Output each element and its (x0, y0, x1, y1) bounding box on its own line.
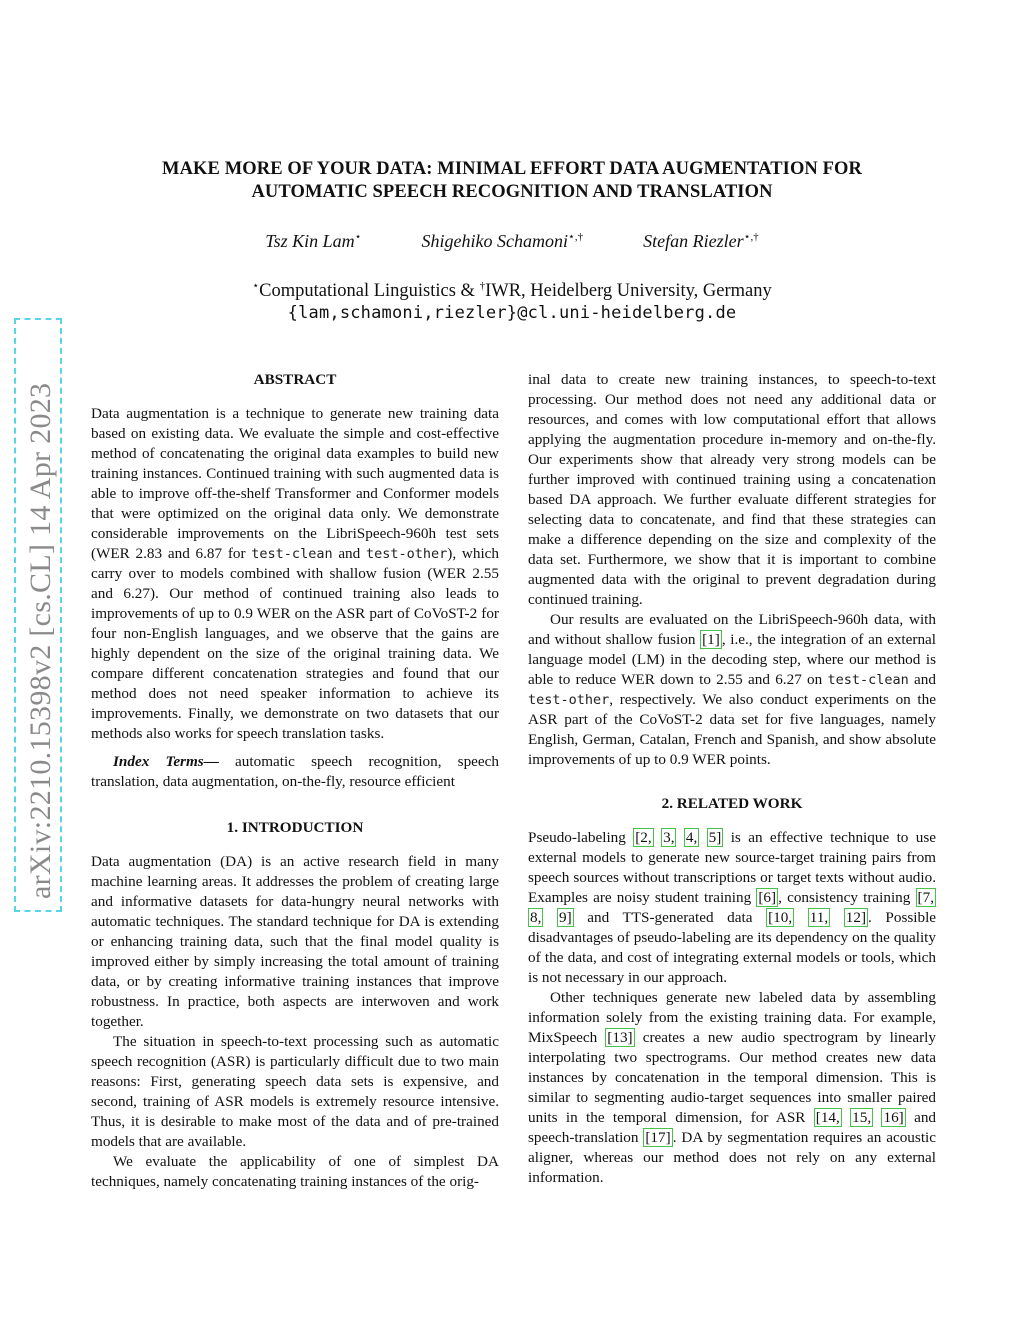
abstract-heading: ABSTRACT (253, 371, 337, 388)
index-terms-label: Index Terms— (113, 753, 219, 770)
title-line-2: AUTOMATIC SPEECH RECOGNITION AND TRANSLATION (251, 182, 773, 202)
citation-link[interactable]: 5] (708, 829, 722, 846)
author-name: Tsz Kin Lam (265, 231, 355, 251)
intro-paragraph-3: We evaluate the applicability of one of simplest DA techniques, namely concatenating training instances of the orig- (91, 1153, 499, 1190)
citation-link[interactable]: 15, (852, 1109, 872, 1126)
affil-mark: ⋆ (252, 280, 260, 292)
intro-paragraph-2: The situation in speech-to-text processing such as automatic speech recognition (ASR) is particularly difficult due to two main reasons: First, generating speech data sets is expensive, and second, training of ASR models is extremely resource intensive. Thus, it is desirable to make most of the data and of pre-trained models that are available. (91, 1033, 499, 1150)
author-mark: ⋆,† (568, 231, 584, 243)
citation-link[interactable]: [10, (768, 909, 793, 926)
citation-link[interactable]: [6] (758, 889, 777, 906)
intro-paragraph-3-continued: inal data to create new training instances, to speech-to-text processing. Our method does not need any additional data or resources, and comes with low computational effort that allows applying the augmentation procedure in-memory and on-the-fly. Our experiments show that already very strong models can be further improved with continued training using a concatenation based DA approach. We further evaluate different strategies for selecting data to concatenate, and find that these strategies can make a difference depending on the size and complexity of the data set. Furthermore, we show that it is important to combine augmented data with the original to prevent degradation during continued training. (528, 371, 936, 608)
abstract-text-part: and (332, 545, 366, 562)
citation-link[interactable]: 12] (845, 909, 867, 926)
author-name: Stefan Riezler (643, 231, 744, 251)
affil-mark: † (479, 280, 486, 292)
text-part: and (908, 671, 936, 688)
citation-link[interactable]: 3, (663, 829, 675, 846)
index-terms-text: automatic speech recognition, speech translation, data augmentation, on-the-fly, resource efficient (91, 753, 499, 790)
text-part: is an effective technique to use external models to generate new source-target training pairs from speech sources without transcriptions or target texts without audio. Examples are noisy student training (528, 829, 937, 906)
index-terms (91, 752, 499, 792)
author-1 (265, 230, 361, 252)
text-part: , i.e., the integration of an external language model (LM) in the decoding step, where our method is able to reduce WER down to 2.55 and 6.27 on (528, 631, 936, 688)
citation-link[interactable]: 4, (685, 829, 698, 846)
code-test-other: test-other (528, 692, 610, 708)
text-part: and speech-translation (528, 1109, 937, 1146)
author-2 (422, 230, 584, 252)
author-email: {lam,schamoni,riezler}@cl.uni-heidelberg.de (287, 303, 737, 323)
intro-paragraph-4 (528, 610, 936, 770)
text-part: Our results are evaluated on the LibriSpeech-960h data, with and without shallow fusion (528, 611, 936, 648)
abstract-text-part: Data augmentation is a technique to generate new training data based on existing data. We evaluate the simple and cost-effective method of concatenating the original data examples to build new training instances. Continued training with such augmented data is able to improve off-the-shelf Transformer and Conformer models that were optimized on the original data only. We demonstrate considerable improvements on the LibriSpeech-960h test sets (WER 2.83 and 6.87 for (91, 405, 499, 562)
text-part: and TTS-generated data (573, 909, 767, 926)
author-mark: ⋆ (354, 231, 362, 243)
citation-link[interactable]: 16] (883, 1109, 904, 1126)
related-paragraph-2 (528, 988, 936, 1188)
left-column (91, 370, 499, 1192)
paper-title (90, 158, 934, 204)
text-part: Pseudo-labeling (528, 829, 634, 846)
affil-text: Computational Linguistics & (259, 281, 480, 302)
text-part: , consistency training (778, 889, 916, 906)
related-paragraph-1 (528, 828, 936, 988)
section-2-heading: 2. RELATED WORK (661, 795, 803, 812)
text-part: , respectively. We also conduct experiments on the ASR part of the CoVoST-2 data set for five languages, namely English, German, Catalan, French and Spanish, and show absolute improvements of up to 0.9 WER points. (528, 691, 936, 768)
intro-paragraph-1: Data augmentation (DA) is an active research field in many machine learning areas. It addresses the problem of creating large and informative datasets for data-hungry neural networks with automatic techniques. The standard technique for DA is extending or enhancing training data, such that the final model quality is improved either by simply increasing the total amount of training data, or by creating informative training instances that improve robustness. In practice, both aspects are interwoven and work together. (91, 853, 499, 1030)
code-test-clean: test-clean (827, 672, 909, 688)
citation-link[interactable]: [17] (645, 1129, 671, 1146)
text-part: . DA by segmentation requires an acoustic aligner, whereas our method does not rely on any external information. (528, 1129, 936, 1186)
citation-link[interactable]: [7, (917, 889, 934, 906)
citation-link[interactable]: 11, (809, 909, 829, 926)
text-part: . Possible disadvantages of pseudo-labeling are its dependency on the quality of the data, and cost of integrating external models or tools, which is not necessary in our approach. (528, 909, 937, 986)
affiliation (90, 279, 934, 302)
citation-link[interactable]: [14, (815, 1109, 840, 1126)
code-test-other: test-other (366, 546, 448, 562)
citation-link[interactable]: 8, (530, 909, 542, 926)
code-test-clean: test-clean (251, 546, 333, 562)
section-1-heading: 1. INTRODUCTION (226, 819, 364, 836)
abstract-text (91, 404, 499, 744)
text-part: creates a new audio spectrogram by linearly interpolating two spectrograms. Our method creates new data instances by concatenation in the temporal dimension. This is similar to segmenting audio-target sequences into smaller paired units in the temporal dimension, for ASR (528, 1029, 936, 1126)
abstract-text-part: ), which carry over to models combined with shallow fusion (WER 2.55 and 6.27). Our method of continued training also leads to improvements of up to 0.9 WER on the ASR part of CoVoST-2 for four non-English languages, and we observe that the gains are highly dependent on the size of the original training data. We compare different concatenation strategies and found that our method does not need speaker information to achieve its improvements. Finally, we demonstrate on two datasets that our methods also works for speech translation tasks. (91, 545, 499, 742)
citation-link[interactable]: 9] (559, 909, 572, 926)
affil-text: IWR, Heidelberg University, Germany (485, 281, 772, 302)
citation-link[interactable]: [2, (635, 829, 652, 846)
author-list (90, 230, 934, 252)
title-line-1: MAKE MORE OF YOUR DATA: MINIMAL EFFORT DATA AUGMENTATION FOR (162, 159, 862, 179)
text-part: Other techniques generate new labeled data by assembling information solely from the existing training data. For example, MixSpeech (528, 989, 936, 1046)
right-column (528, 370, 936, 1188)
arxiv-identifier[interactable]: arXiv:2210.15398v2 [cs.CL] 14 Apr 2023 (24, 382, 57, 899)
author-mark: ⋆,† (743, 231, 759, 243)
author-name: Shigehiko Schamoni (421, 231, 568, 251)
citation-link[interactable]: [1] (702, 631, 720, 648)
citation-link[interactable]: [13] (607, 1029, 633, 1046)
author-3 (643, 230, 759, 252)
